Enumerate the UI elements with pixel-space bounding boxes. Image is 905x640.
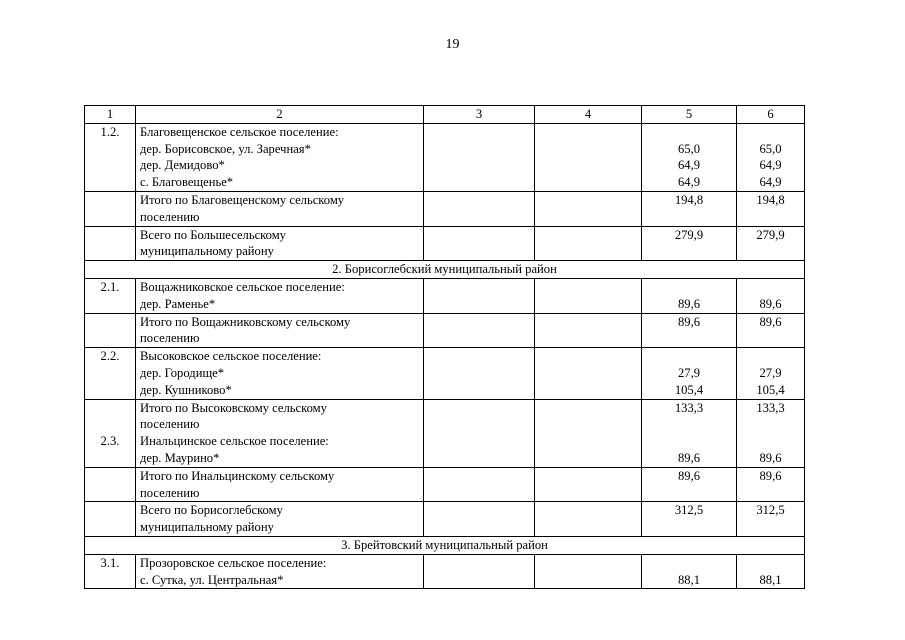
cell-line — [741, 433, 800, 450]
table-row — [85, 554, 805, 589]
cell-line — [741, 124, 800, 141]
cell-line — [646, 433, 732, 450]
data-table — [84, 105, 805, 589]
cell-line — [539, 555, 637, 572]
cell-line: 279,9 — [674, 227, 704, 242]
cell-line — [428, 400, 530, 417]
cell-line — [539, 400, 637, 417]
cell-line: 2.1. — [100, 279, 120, 294]
cell-line — [741, 416, 800, 433]
column-5-cell — [642, 191, 737, 226]
cell-line: 89,6 — [677, 314, 701, 329]
cell-line: Итого по Инальцинскому сельскому — [140, 468, 335, 483]
table-row — [85, 502, 805, 537]
column-header-6: 6 — [737, 106, 805, 124]
cell-line: 279,9 — [756, 227, 785, 242]
row-number-cell — [85, 278, 136, 313]
column-3-cell — [424, 191, 535, 226]
cell-line: поселению — [140, 209, 200, 224]
cell-line: 1.2. — [100, 124, 120, 139]
column-4-cell — [535, 554, 642, 589]
cell-line — [646, 348, 732, 365]
cell-line — [428, 348, 530, 365]
column-6-cell — [737, 191, 805, 226]
cell-line — [89, 502, 131, 519]
cell-line: 89,6 — [677, 450, 701, 465]
cell-line: 64,9 — [677, 175, 701, 190]
section-row — [85, 261, 805, 279]
row-name-cell — [136, 348, 424, 399]
cell-line — [428, 468, 530, 485]
cell-line — [646, 124, 732, 141]
table-row — [85, 226, 805, 261]
column-4-cell — [535, 123, 642, 191]
cell-line: 65,0 — [677, 141, 701, 156]
column-header-3: 3 — [424, 106, 535, 124]
column-5-cell — [642, 554, 737, 589]
column-6-cell — [737, 399, 805, 467]
cell-line: 89,6 — [759, 296, 782, 311]
cell-line: 64,9 — [759, 175, 782, 190]
column-3-cell — [424, 123, 535, 191]
column-5-cell — [642, 502, 737, 537]
cell-line — [428, 124, 530, 141]
row-number-cell — [85, 554, 136, 589]
cell-line: 2.2. — [100, 349, 120, 364]
cell-line: дер. Маурино* — [140, 450, 220, 465]
row-name-cell — [136, 226, 424, 261]
page-number: 19 — [445, 37, 460, 52]
cell-line: 194,8 — [756, 192, 785, 207]
column-3-cell — [424, 467, 535, 502]
column-header-4: 4 — [535, 106, 642, 124]
cell-line — [89, 227, 131, 244]
cell-line — [539, 192, 637, 209]
column-6-cell — [737, 123, 805, 191]
column-6-cell — [737, 226, 805, 261]
table-row — [85, 348, 805, 399]
cell-line — [539, 468, 637, 485]
row-number-cell — [85, 313, 136, 348]
cell-line: 88,1 — [677, 572, 701, 587]
cell-line: 105,4 — [756, 382, 785, 397]
cell-line — [428, 227, 530, 244]
cell-line — [89, 400, 131, 417]
cell-line — [646, 279, 732, 296]
cell-line: 194,8 — [674, 192, 704, 207]
cell-line: 64,9 — [677, 158, 701, 173]
cell-line — [539, 348, 637, 365]
column-header-2: 2 — [136, 106, 424, 124]
cell-line — [539, 124, 637, 141]
cell-line: дер. Демидово* — [140, 158, 225, 173]
cell-line: 312,5 — [674, 503, 704, 518]
cell-line — [89, 468, 131, 485]
cell-line: Итого по Высоковскому сельскому — [140, 400, 327, 415]
cell-line — [539, 227, 637, 244]
column-6-cell — [737, 502, 805, 537]
cell-line: Инальцинское сельское поселение: — [140, 434, 329, 449]
cell-line: 2.3. — [100, 434, 120, 449]
column-6-cell — [737, 278, 805, 313]
column-3-cell — [424, 348, 535, 399]
row-name-cell — [136, 191, 424, 226]
table-row — [85, 191, 805, 226]
row-name-cell — [136, 502, 424, 537]
row-name-cell — [136, 123, 424, 191]
row-name-cell — [136, 313, 424, 348]
cell-line: дер. Городище* — [140, 365, 225, 380]
table-row — [85, 399, 805, 467]
column-4-cell — [535, 467, 642, 502]
cell-line: 89,6 — [759, 468, 782, 483]
row-number-cell — [85, 191, 136, 226]
column-5-cell — [642, 123, 737, 191]
section-title: 2. Борисоглебский муниципальный район — [85, 261, 805, 279]
column-4-cell — [535, 191, 642, 226]
cell-line: 89,6 — [759, 314, 782, 329]
cell-line: 133,3 — [756, 400, 785, 415]
column-3-cell — [424, 313, 535, 348]
cell-line — [89, 192, 131, 209]
cell-line: Вощажниковское сельское поселение: — [140, 279, 345, 294]
row-name-cell — [136, 278, 424, 313]
cell-line: муниципальному району — [140, 244, 274, 259]
column-3-cell — [424, 399, 535, 467]
cell-line — [428, 279, 530, 296]
row-number-cell — [85, 348, 136, 399]
table-row — [85, 278, 805, 313]
column-5-cell — [642, 226, 737, 261]
column-4-cell — [535, 502, 642, 537]
cell-line: Итого по Благовещенскому сельскому — [140, 192, 345, 207]
cell-line: Итого по Вощажниковскому сельскому — [140, 314, 351, 329]
column-3-cell — [424, 226, 535, 261]
cell-line: муниципальному району — [140, 520, 274, 535]
column-5-cell — [642, 313, 737, 348]
table-row — [85, 313, 805, 348]
cell-line: с. Сутка, ул. Центральная* — [140, 572, 284, 587]
row-number-cell — [85, 399, 136, 467]
cell-line — [539, 502, 637, 519]
cell-line: 89,6 — [759, 450, 782, 465]
column-5-cell — [642, 348, 737, 399]
cell-line: поселению — [140, 331, 200, 346]
row-number-cell — [85, 502, 136, 537]
cell-line: 65,0 — [759, 141, 782, 156]
section-title: 3. Брейтовский муниципальный район — [85, 536, 805, 554]
cell-line — [646, 416, 732, 433]
cell-line: 3.1. — [100, 555, 120, 570]
cell-line: 27,9 — [759, 365, 782, 380]
section-row — [85, 536, 805, 554]
column-6-cell — [737, 554, 805, 589]
cell-line: 312,5 — [756, 503, 785, 518]
cell-line: 27,9 — [677, 365, 701, 380]
column-3-cell — [424, 502, 535, 537]
cell-line — [741, 555, 800, 572]
cell-line: 105,4 — [674, 382, 704, 397]
cell-line — [89, 416, 131, 433]
row-name-cell — [136, 467, 424, 502]
table-row — [85, 123, 805, 191]
cell-line: Прозоровское сельское поселение: — [140, 555, 327, 570]
cell-line — [428, 314, 530, 331]
cell-line — [646, 555, 732, 572]
cell-line: Всего по Борисоглебскому — [140, 503, 283, 518]
cell-line: Высоковское сельское поселение: — [140, 349, 322, 364]
column-4-cell — [535, 348, 642, 399]
row-number-cell — [85, 467, 136, 502]
column-5-cell — [642, 278, 737, 313]
table-body — [85, 106, 805, 589]
column-header-5: 5 — [642, 106, 737, 124]
cell-line: 89,6 — [677, 468, 701, 483]
column-3-cell — [424, 278, 535, 313]
cell-line: 64,9 — [759, 158, 782, 173]
row-name-cell — [136, 399, 424, 467]
cell-line: дер. Раменье* — [140, 296, 216, 311]
cell-line — [428, 555, 530, 572]
row-number-cell — [85, 123, 136, 191]
cell-line — [539, 314, 637, 331]
column-header-1: 1 — [85, 106, 136, 124]
column-5-cell — [642, 399, 737, 467]
cell-line — [741, 279, 800, 296]
cell-line: дер. Борисовское, ул. Заречная* — [140, 141, 311, 156]
cell-line: с. Благовещенье* — [140, 175, 234, 190]
cell-line: дер. Кушниково* — [140, 382, 232, 397]
cell-line — [428, 502, 530, 519]
cell-line: поселению — [140, 417, 200, 432]
cell-line: Всего по Большесельскому — [140, 227, 286, 242]
column-4-cell — [535, 399, 642, 467]
table-header-row — [85, 106, 805, 124]
cell-line — [428, 192, 530, 209]
cell-line — [89, 314, 131, 331]
column-4-cell — [535, 313, 642, 348]
column-4-cell — [535, 278, 642, 313]
cell-line: 133,3 — [674, 400, 704, 415]
cell-line: поселению — [140, 485, 200, 500]
row-name-cell — [136, 554, 424, 589]
row-number-cell — [85, 226, 136, 261]
column-6-cell — [737, 313, 805, 348]
cell-line — [89, 450, 131, 467]
table-row — [85, 467, 805, 502]
column-5-cell — [642, 467, 737, 502]
cell-line: 89,6 — [677, 296, 701, 311]
cell-line — [741, 348, 800, 365]
cell-line — [539, 279, 637, 296]
column-6-cell — [737, 348, 805, 399]
cell-line: Благовещенское сельское поселение: — [140, 124, 339, 139]
column-6-cell — [737, 467, 805, 502]
column-3-cell — [424, 554, 535, 589]
column-4-cell — [535, 226, 642, 261]
cell-line: 88,1 — [759, 572, 782, 587]
